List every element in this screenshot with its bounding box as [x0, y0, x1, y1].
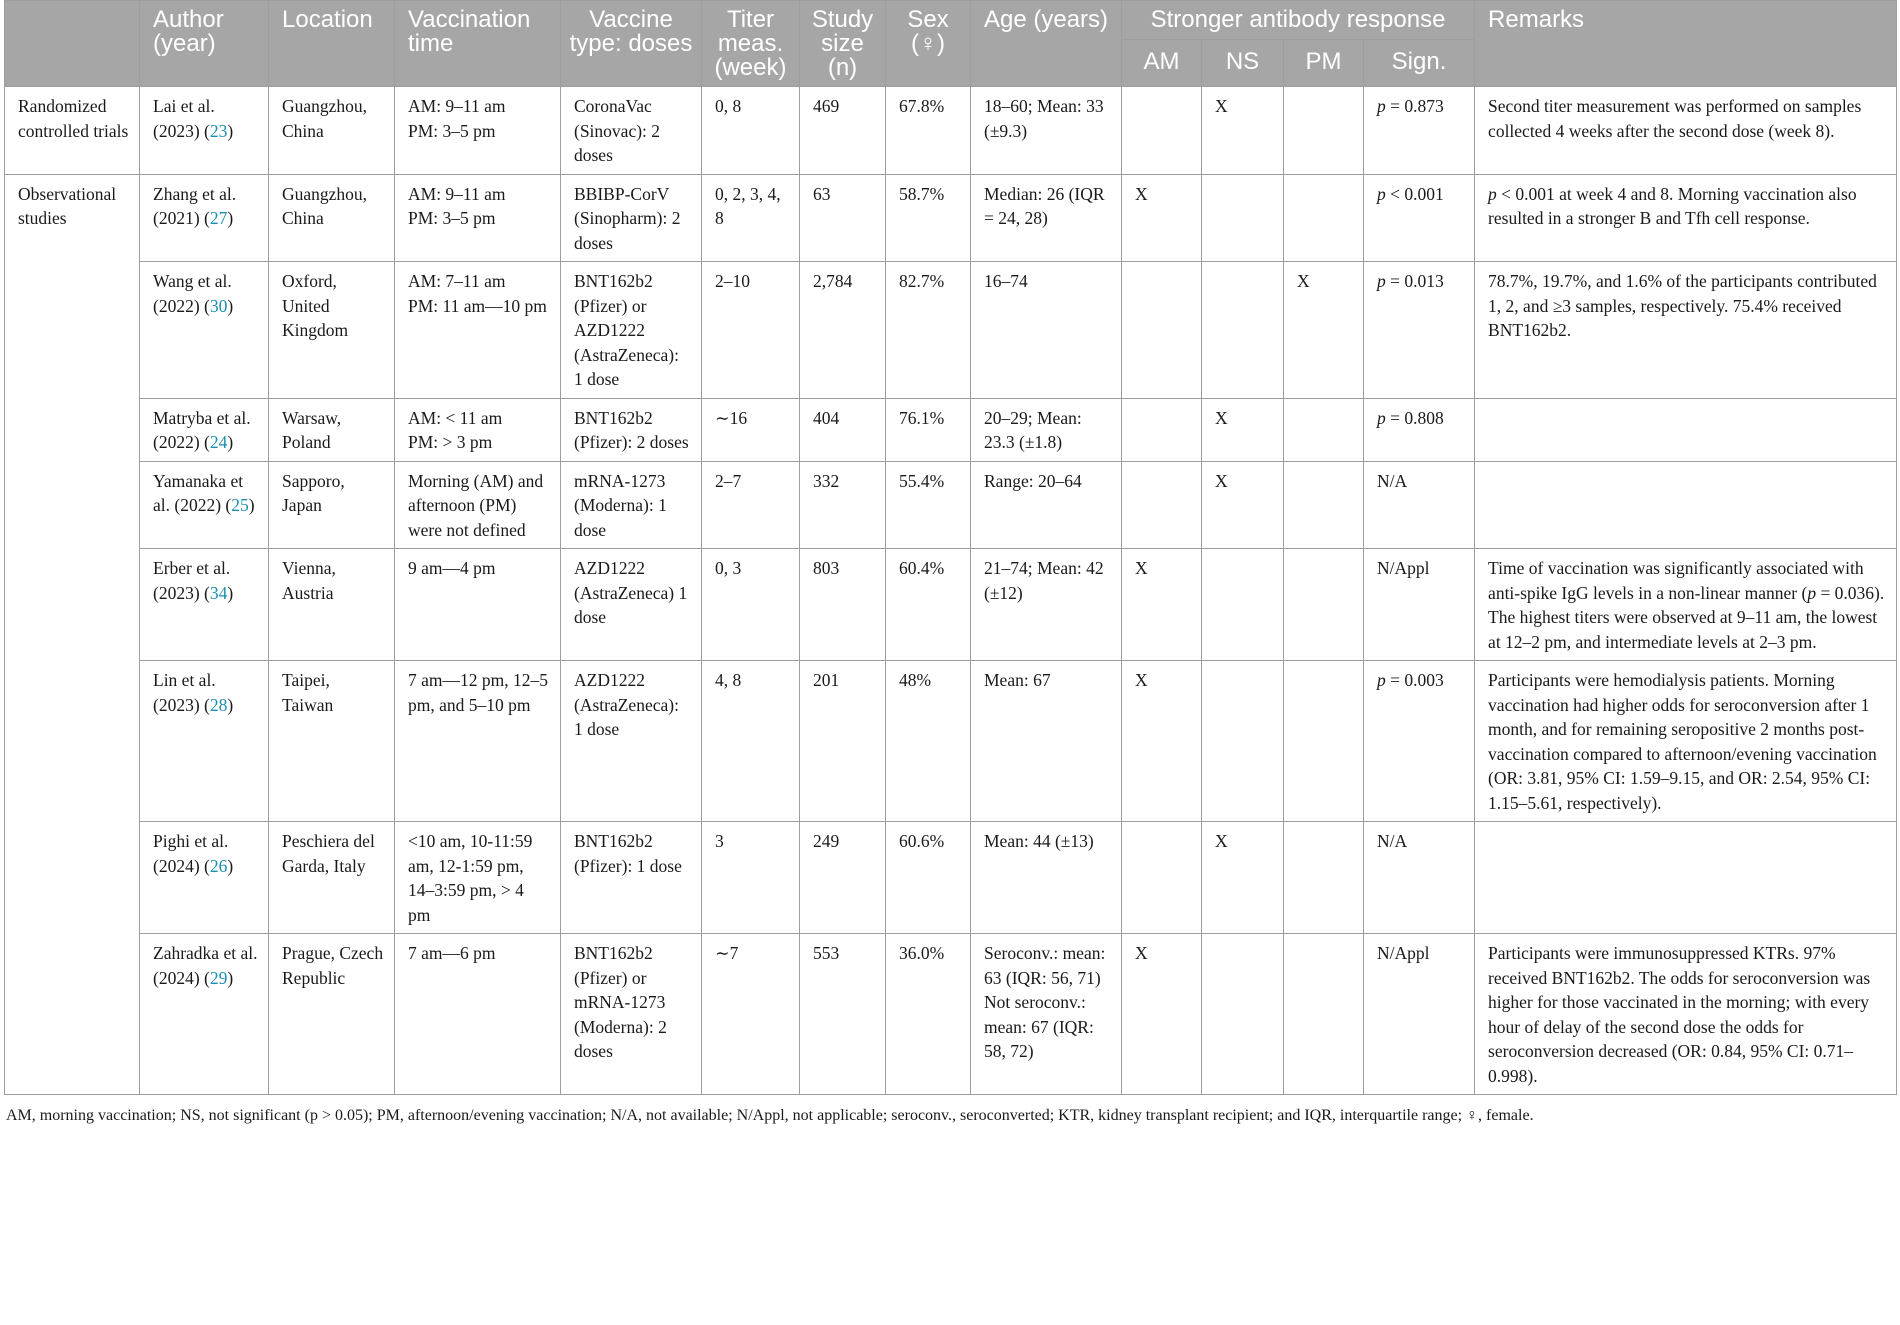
cell-am: [1122, 262, 1202, 399]
header-remarks: Remarks: [1475, 1, 1897, 87]
author-text: Erber et al. (2023): [153, 558, 231, 603]
table-row: [5, 661, 1897, 822]
header-pm: PM: [1284, 40, 1364, 87]
cell-vaccination-time: [395, 822, 561, 934]
cell-am: X: [1122, 934, 1202, 1095]
cell-titer: ∼16: [702, 398, 800, 461]
table-row: [5, 549, 1897, 661]
header-sign: Sign.: [1364, 40, 1475, 87]
cell-titer: 0, 3: [702, 549, 800, 661]
cell-remarks: Participants were hemodialysis patients. Morning vaccination had higher odds for seroconversion after 1 month, and for remaining seropositive 2 months post-vaccination compared to afternoon/evening vaccination (OR: 3.81, 95% CI: 1.59–9.15, and OR: 2.54, 95% CI: 1.15–5.61, respectively).: [1475, 661, 1897, 822]
time-line: AM: 7–11 am: [408, 271, 506, 291]
cell-location: Guangzhou, China: [269, 87, 395, 175]
author-text: Lin et al. (2023): [153, 670, 216, 715]
cell-vaccine: BNT162b2 (Pfizer): 1 dose: [561, 822, 702, 934]
sign-value: = 0.808: [1385, 407, 1444, 428]
group-label-observational: Observational studies: [5, 174, 140, 1095]
author-text: Lai et al. (2023): [153, 96, 215, 141]
cell-ns: [1202, 549, 1284, 661]
cell-pm: [1284, 174, 1364, 262]
header-ns: NS: [1202, 40, 1284, 87]
cell-vaccination-time: [395, 934, 561, 1095]
cell-sex: 36.0%: [886, 934, 971, 1095]
cell-pm: [1284, 461, 1364, 549]
sign-value: N/A: [1377, 831, 1408, 851]
cell-author: Erber et al. (2023) (34): [140, 549, 269, 661]
reference-link[interactable]: 29: [209, 967, 228, 988]
p-symbol: p: [1377, 670, 1386, 690]
cell-sex: 82.7%: [886, 262, 971, 399]
cell-titer: 3: [702, 822, 800, 934]
cell-ns: X: [1202, 398, 1284, 461]
author-text: Pighi et al. (2024): [153, 831, 229, 876]
cell-vaccination-time: [395, 661, 561, 822]
time-line: AM: 9–11 am: [408, 183, 506, 204]
cell-sign: [1364, 934, 1475, 1095]
time-line: 9 am—4 pm: [408, 558, 496, 578]
cell-vaccination-time: [395, 398, 561, 461]
cell-vaccine: AZD1222 (AstraZeneca): 1 dose: [561, 661, 702, 822]
cell-location: Oxford, United Kingdom: [269, 262, 395, 399]
cell-ns: [1202, 934, 1284, 1095]
cell-am: X: [1122, 661, 1202, 822]
cell-sex: 60.4%: [886, 549, 971, 661]
cell-age: Mean: 67: [971, 661, 1122, 822]
author-text: Yamanaka et al. (2022): [153, 470, 244, 515]
cell-pm: [1284, 549, 1364, 661]
cell-sign: [1364, 398, 1475, 461]
table-row: [5, 461, 1897, 549]
sign-value: < 0.001: [1385, 183, 1444, 204]
table-container: [4, 0, 1896, 1126]
cell-location: Peschiera del Garda, Italy: [269, 822, 395, 934]
cell-remarks: [1475, 822, 1897, 934]
cell-vaccination-time: [395, 262, 561, 399]
cell-sex: 58.7%: [886, 174, 971, 262]
reference-link[interactable]: 23: [209, 120, 228, 141]
cell-vaccine: BNT162b2 (Pfizer) or AZD1222 (AstraZeneca): 1 dose: [561, 262, 702, 399]
table-row: [5, 398, 1897, 461]
cell-ns: X: [1202, 461, 1284, 549]
cell-vaccine: BNT162b2 (Pfizer): 2 doses: [561, 398, 702, 461]
header-author: Author (year): [140, 1, 269, 87]
header-study-size: Study size (n): [800, 1, 886, 87]
cell-vaccination-time: [395, 461, 561, 549]
time-line: 7 am—6 pm: [408, 943, 496, 963]
header-category: [5, 1, 140, 87]
time-line: PM: 3–5 pm: [408, 208, 496, 228]
table-row: [5, 87, 1897, 175]
cell-age: Median: 26 (IQR = 24, 28): [971, 174, 1122, 262]
table-row: [5, 934, 1897, 1095]
cell-remarks: [1475, 461, 1897, 549]
cell-study-size: 553: [800, 934, 886, 1095]
cell-remarks: [1475, 549, 1897, 661]
cell-pm: X: [1284, 262, 1364, 399]
p-symbol: p: [1377, 407, 1386, 428]
cell-am: [1122, 87, 1202, 175]
cell-sex: 67.8%: [886, 87, 971, 175]
cell-ns: [1202, 174, 1284, 262]
reference-link[interactable]: 26: [209, 855, 228, 876]
sign-value: N/Appl: [1377, 558, 1430, 578]
cell-age: Seroconv.: mean: 63 (IQR: 56, 71) Not seroconv.: mean: 67 (IQR: 58, 72): [971, 934, 1122, 1095]
cell-study-size: 2,784: [800, 262, 886, 399]
p-symbol: p: [1488, 183, 1497, 204]
cell-ns: X: [1202, 87, 1284, 175]
cell-location: Vienna, Austria: [269, 549, 395, 661]
time-line: PM: 3–5 pm: [408, 120, 496, 141]
cell-study-size: 803: [800, 549, 886, 661]
cell-remarks: Participants were immunosuppressed KTRs. 97% received BNT162b2. The odds for seroconversion was higher for those vaccinated in the morning; with every hour of delay of the second dose the odds for seroconversion decreased (OR: 0.84, 95% CI: 0.71–0.998).: [1475, 934, 1897, 1095]
time-line: 7 am—12 pm, 12–5 pm, and 5–10 pm: [408, 670, 548, 715]
reference-link[interactable]: 28: [209, 694, 228, 715]
cell-ns: [1202, 262, 1284, 399]
cell-location: Guangzhou, China: [269, 174, 395, 262]
cell-author: Lai et al. (2023) (23): [140, 87, 269, 175]
cell-ns: X: [1202, 822, 1284, 934]
cell-location: Sapporo, Japan: [269, 461, 395, 549]
reference-link[interactable]: 34: [209, 582, 228, 603]
sign-value: = 0.873: [1385, 96, 1444, 116]
cell-author: Matryba et al. (2022) (24): [140, 398, 269, 461]
p-symbol: p: [1377, 271, 1386, 291]
table-row: [5, 262, 1897, 399]
cell-am: X: [1122, 174, 1202, 262]
cell-sign: [1364, 822, 1475, 934]
time-line: <10 am, 10-11:59 am, 12-1:59 pm, 14–3:59 pm, > 4 pm: [408, 831, 533, 925]
cell-sex: 48%: [886, 661, 971, 822]
cell-location: Warsaw, Poland: [269, 398, 395, 461]
sign-value: = 0.003: [1385, 670, 1444, 690]
cell-am: X: [1122, 549, 1202, 661]
cell-vaccine: CoronaVac (Sinovac): 2 doses: [561, 87, 702, 175]
time-line: AM: < 11 am: [408, 407, 503, 428]
sign-value: = 0.013: [1385, 271, 1444, 291]
table-footnote: AM, morning vaccination; NS, not significant (p > 0.05); PM, afternoon/evening vaccination; N/A, not available; N/Appl, not applicable; seroconv., seroconverted; KTR, kidney transplant recipient; and IQR, interquartile range; ♀, female.: [6, 1107, 1534, 1124]
cell-am: [1122, 461, 1202, 549]
cell-age: Range: 20–64: [971, 461, 1122, 549]
header-stronger-response: Stronger antibody response: [1122, 1, 1475, 40]
cell-vaccine: mRNA-1273 (Moderna): 1 dose: [561, 461, 702, 549]
cell-titer: 2–10: [702, 262, 800, 399]
cell-vaccination-time: [395, 549, 561, 661]
group-label-rct: Randomized controlled trials: [5, 87, 140, 175]
reference-link[interactable]: 25: [231, 495, 249, 515]
header-row: [5, 1, 1897, 40]
p-symbol: p: [1377, 96, 1386, 116]
cell-sign: [1364, 174, 1475, 262]
cell-ns: [1202, 661, 1284, 822]
results-table: [4, 0, 1897, 1095]
cell-sex: 76.1%: [886, 398, 971, 461]
cell-titer: 4, 8: [702, 661, 800, 822]
cell-location: Taipei, Taiwan: [269, 661, 395, 822]
header-vaccine-type: Vaccine type: doses: [561, 1, 702, 87]
p-symbol: p: [1807, 582, 1817, 603]
cell-pm: [1284, 661, 1364, 822]
cell-sign: [1364, 661, 1475, 822]
cell-study-size: 201: [800, 661, 886, 822]
cell-study-size: 469: [800, 87, 886, 175]
header-titer: Titer meas. (week): [702, 1, 800, 87]
header-am: AM: [1122, 40, 1202, 87]
header-age: Age (years): [971, 1, 1122, 87]
p-symbol: p: [1377, 183, 1386, 204]
sign-value: N/A: [1377, 470, 1408, 491]
cell-age: Mean: 44 (±13): [971, 822, 1122, 934]
cell-sign: [1364, 549, 1475, 661]
cell-vaccination-time: [395, 87, 561, 175]
author-text: Zahradka et al. (2024): [153, 943, 258, 988]
time-line: AM: 9–11 am: [408, 96, 506, 116]
cell-study-size: 404: [800, 398, 886, 461]
cell-age: 16–74: [971, 262, 1122, 399]
cell-author: Zahradka et al. (2024) (29): [140, 934, 269, 1095]
cell-author: Pighi et al. (2024) (26): [140, 822, 269, 934]
cell-sign: [1364, 87, 1475, 175]
reference-link[interactable]: 24: [209, 432, 228, 452]
remarks-text: < 0.001 at week 4 and 8. Morning vaccination also resulted in a stronger B and Tfh cell response.: [1488, 183, 1857, 228]
cell-age: 21–74; Mean: 42 (±12): [971, 549, 1122, 661]
table-body: [5, 87, 1897, 1095]
author-text: Zhang et al. (2021): [153, 183, 237, 228]
header-vaccination-time: Vaccination time: [395, 1, 561, 87]
cell-author: Wang et al. (2022) (30): [140, 262, 269, 399]
reference-link[interactable]: 30: [209, 295, 228, 316]
time-line: PM: > 3 pm: [408, 432, 493, 452]
table-row: [5, 174, 1897, 262]
time-line: PM: 11 am—10 pm: [408, 295, 547, 316]
cell-vaccination-time: [395, 174, 561, 262]
cell-age: 18–60; Mean: 33 (±9.3): [971, 87, 1122, 175]
cell-am: [1122, 822, 1202, 934]
cell-vaccine: BNT162b2 (Pfizer) or mRNA-1273 (Moderna): 2 doses: [561, 934, 702, 1095]
table-row: [5, 822, 1897, 934]
cell-pm: [1284, 398, 1364, 461]
cell-remarks: Second titer measurement was performed on samples collected 4 weeks after the second dose (week 8).: [1475, 87, 1897, 175]
cell-sign: [1364, 461, 1475, 549]
remarks-text: Time of vaccination was significantly associated with anti-spike IgG levels in a non-linear manner (: [1488, 558, 1864, 603]
cell-am: [1122, 398, 1202, 461]
time-line: Morning (AM) and afternoon (PM) were not defined: [408, 470, 544, 540]
cell-vaccine: AZD1222 (AstraZeneca) 1 dose: [561, 549, 702, 661]
header-sex: Sex (♀): [886, 1, 971, 87]
cell-pm: [1284, 87, 1364, 175]
cell-titer: 0, 2, 3, 4, 8: [702, 174, 800, 262]
cell-sign: [1364, 262, 1475, 399]
reference-link[interactable]: 27: [209, 208, 228, 228]
cell-author: Yamanaka et al. (2022) (25): [140, 461, 269, 549]
remarks-text: = 0.036). The highest titers were observed at 9–11 am, the lowest at 12–2 pm, and intermediate levels at 2–3 pm.: [1488, 582, 1885, 652]
author-text: Wang et al. (2022): [153, 271, 232, 316]
cell-remarks: 78.7%, 19.7%, and 1.6% of the participants contributed 1, 2, and ≥3 samples, respectively. 75.4% received BNT162b2.: [1475, 262, 1897, 399]
table-header: [5, 1, 1897, 87]
cell-sex: 60.6%: [886, 822, 971, 934]
sign-value: N/Appl: [1377, 943, 1430, 963]
author-text: Matryba et al. (2022): [153, 407, 251, 452]
cell-author: Zhang et al. (2021) (27): [140, 174, 269, 262]
cell-author: Lin et al. (2023) (28): [140, 661, 269, 822]
cell-pm: [1284, 822, 1364, 934]
cell-sex: 55.4%: [886, 461, 971, 549]
cell-titer: 0, 8: [702, 87, 800, 175]
cell-study-size: 332: [800, 461, 886, 549]
cell-titer: 2–7: [702, 461, 800, 549]
header-location: Location: [269, 1, 395, 87]
cell-pm: [1284, 934, 1364, 1095]
cell-remarks: [1475, 398, 1897, 461]
cell-vaccine: BBIBP-CorV (Sinopharm): 2 doses: [561, 174, 702, 262]
cell-study-size: 63: [800, 174, 886, 262]
cell-titer: ∼7: [702, 934, 800, 1095]
cell-study-size: 249: [800, 822, 886, 934]
cell-location: Prague, Czech Republic: [269, 934, 395, 1095]
cell-age: 20–29; Mean: 23.3 (±1.8): [971, 398, 1122, 461]
cell-remarks: [1475, 174, 1897, 262]
